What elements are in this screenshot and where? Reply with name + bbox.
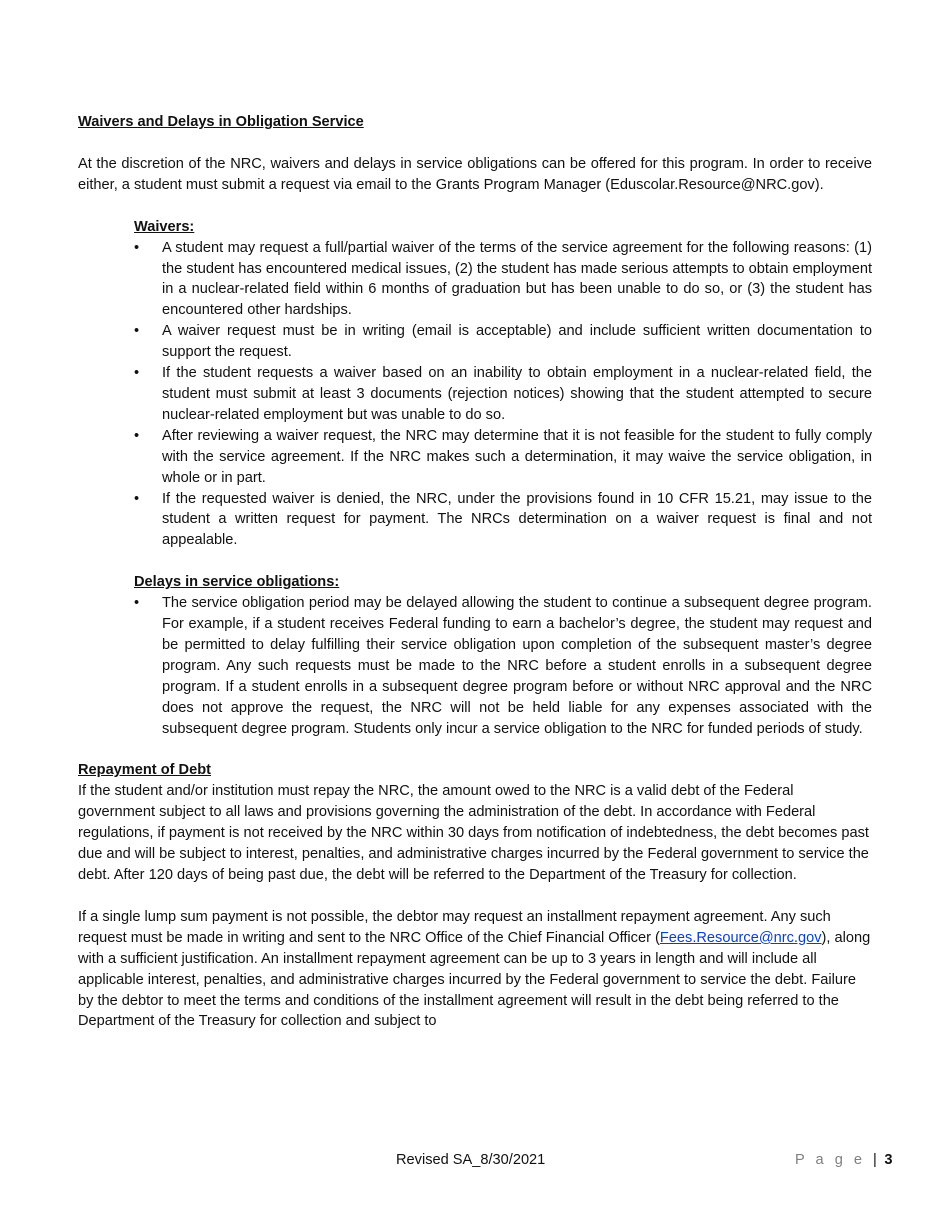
list-item: • If the requested waiver is denied, the NRC, under the provisions found in 10 CFR 15.21, may issue to the student a written request for payment. The NRCs determination on a waiver request is final and not appealable.	[134, 490, 872, 549]
revision-label: Revised SA_8/30/2021	[396, 1152, 546, 1168]
list-item: • A student may request a full/partial waiver of the terms of the service agreement for the following reasons: (1) the student has encountered medical issues, (2) the student has made serious attempts to obtain employment in a nuclear-related field within 6 months of graduation but has been unable to do so, or (3) the student has encountered other hardships.	[134, 239, 872, 319]
bullet-icon: •	[134, 427, 140, 444]
fees-email-link[interactable]: Fees.Resource@nrc.gov	[659, 929, 822, 946]
bullet-icon: •	[134, 490, 140, 507]
list-item: • After reviewing a waiver request, the NRC may determine that it is not feasible for the student to fully comply with the service agreement. If the NRC makes such a determination, it may waive the service obligation, in whole or in part.	[134, 427, 872, 486]
list-item: • The service obligation period may be delayed allowing the student to continue a subsequent degree program. For example, if a student receives Federal funding to earn a bachelor’s degree, the student may request and be permitted to delay fulfilling their service obligation upon completion of the subsequent master’s degree program. Any such requests must be made to the NRC before a student enrolls in a subsequent degree program. If a student enrolls in a subsequent degree program before or without NRC approval and the NRC does not approve the request, the NRC will not be held liable for any expenses associated with the subsequent degree program. Students only incur a service obligation to the NRC for funded periods of study.	[134, 595, 872, 737]
page-label: P a g e	[795, 1152, 866, 1168]
bullet-icon: •	[134, 595, 140, 612]
document-page	[78, 112, 872, 1032]
bullet-icon: •	[134, 239, 140, 256]
list-item: • A waiver request must be in writing (email is acceptable) and include sufficient written documentation to support the request.	[134, 323, 872, 361]
bullet-icon: •	[134, 323, 140, 340]
page-number: 3	[884, 1152, 893, 1168]
list-item: • If the student requests a waiver based on an inability to obtain employment in a nuclear-related field, the student must submit at least 3 documents (rejection notices) showing that the student attempted to secure nuclear-related employment but was unable to do so.	[134, 365, 872, 423]
page-separator: |	[873, 1152, 877, 1168]
waivers-list	[134, 238, 872, 552]
repayment-paragraph-1: If the student and/or institution must repay the NRC, the amount owed to the NRC is a valid debt of the Federal government subject to all laws and provisions governing the administration of the debt. In accordance with Federal regulations, if payment is not received by the NRC within 30 days from notification of indebtedness, the debt becomes past due and will be subject to interest, penalties, and administrative charges incurred by the Federal government to service the debt. After 120 days of being past due, the debt will be referred to the Department of the Treasury for collection.	[78, 783, 869, 883]
delays-heading: Delays in service obligations:	[134, 574, 340, 591]
waivers-heading: Waivers:	[134, 218, 195, 235]
waivers-subsection	[134, 217, 872, 740]
section-heading-repayment: Repayment of Debt	[78, 762, 211, 779]
delays-list	[134, 593, 872, 739]
intro-paragraph: At the discretion of the NRC, waivers and delays in service obligations can be offered for this program. In order to receive either, a student must submit a request via email to the Grants Program Manager (Eduscolar.Resource@NRC.gov).	[78, 155, 872, 193]
repayment-paragraph-2: If a single lump sum payment is not possible, the debtor may request an installment repayment agreement. Any such request must be made in writing and sent to the NRC Office of the Chief Financial Officer (Fees.Resource@nrc.gov), along with a sufficient justification. An installment repayment agreement can be up to 3 years in length and will include all applicable interest, penalties, and administrative charges incurred by the Federal government to service the debt. Failure by the debtor to meet the terms and conditions of the installment agreement will result in the debt being referred to the Department of the Treasury for collection and subject to	[78, 908, 871, 1030]
page-indicator	[795, 1152, 893, 1168]
section-heading-waivers-delays: Waivers and Delays in Obligation Service	[78, 114, 364, 130]
bullet-icon: •	[134, 365, 140, 382]
